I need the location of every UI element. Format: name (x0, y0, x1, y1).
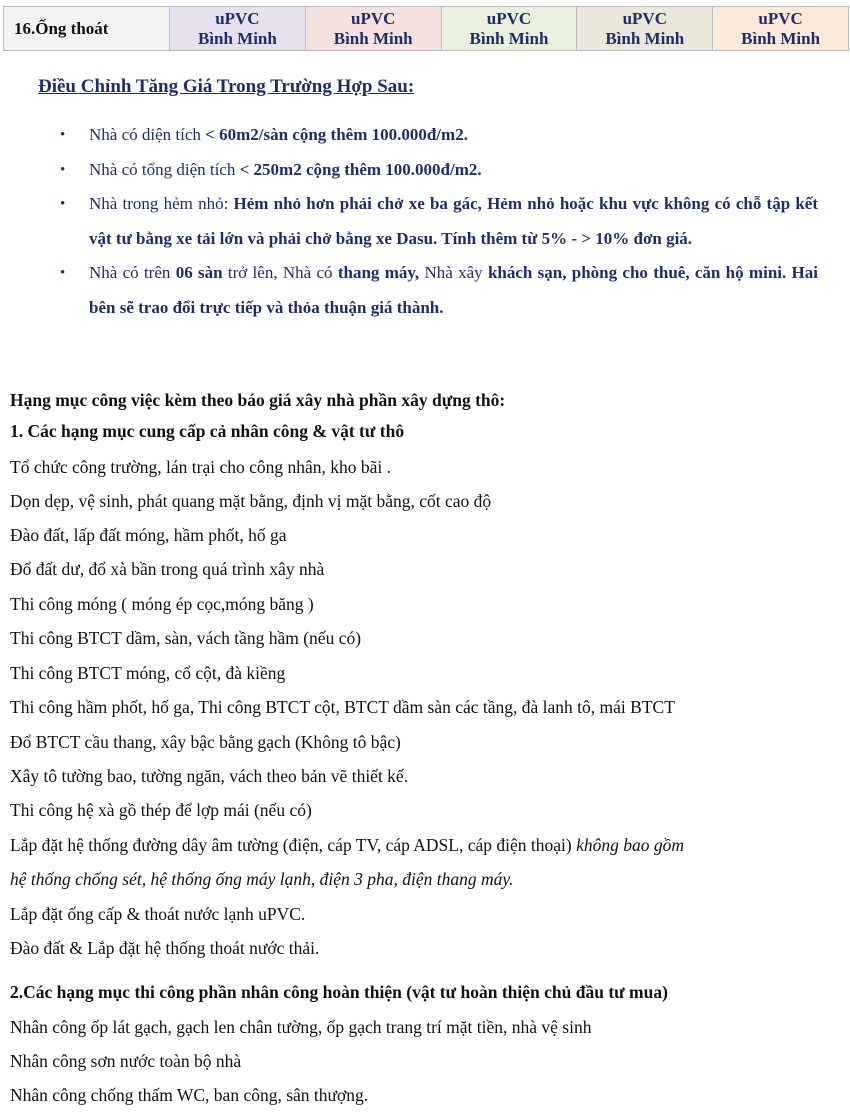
scope-item: Xây tô tường bao, tường ngăn, vách theo bản vẽ thiết kế. (10, 766, 409, 786)
item-text: trở lên, Nhà có (222, 263, 338, 282)
material-table (3, 6, 849, 51)
scope-item: Nhân công ốp lát gạch, gạch len chân tường, ốp gạch trang trí mặt tiền, nhà vệ sinh (10, 1017, 592, 1037)
scope-item: Thi công hệ xà gồ thép để lợp mái (nếu có) (10, 800, 312, 820)
item-bold: < 250m2 cộng thêm 100.000đ/m2. (239, 159, 482, 179)
brand-line1: uPVC (215, 8, 260, 28)
scope-item: Đào đất, lấp đất móng, hầm phốt, hố ga (10, 525, 287, 545)
scope-item: Thi công hầm phốt, hố ga, Thi công BTCT cột, BTCT dầm sàn các tầng, đà lanh tô, mái BTCT (10, 697, 675, 717)
section-1-title: 1. Các hạng mục cung cấp cả nhân công & vật tư thô (10, 421, 405, 441)
adjust-list (58, 118, 818, 325)
scope-item: Nhân công chống thấm WC, ban công, sân thượng. (10, 1085, 369, 1105)
brand-line1: uPVC (350, 8, 396, 28)
brand-line2: Bình Minh (197, 28, 277, 48)
brand-cell-5 (713, 7, 849, 51)
item-bold: < 60m2/sàn cộng thêm 100.000đ/m2. (205, 125, 468, 144)
scope-item: Dọn dẹp, vệ sinh, phát quang mặt bằng, định vị mặt bằng, cốt cao độ (10, 491, 492, 511)
brand-line1: uPVC (622, 8, 667, 28)
scope-item-electric (10, 835, 684, 856)
table-row (4, 7, 849, 51)
brand-cell-4 (577, 7, 713, 51)
scope-item: Thi công móng ( móng ép cọc,móng băng ) (10, 594, 314, 614)
scope-title: Hạng mục công việc kèm theo báo giá xây nhà phần xây dựng thô: (10, 390, 506, 410)
scope-item-electric-cont: hệ thống chống sét, hệ thống ống máy lạnh, điện 3 pha, điện thang máy. (10, 869, 514, 889)
list-item (58, 118, 818, 153)
electric-italic: không bao gồm (576, 835, 684, 855)
item-bold: 06 sàn (175, 263, 223, 282)
scope-item: Lắp đặt ống cấp & thoát nước lạnh uPVC. (10, 904, 306, 924)
scope-item: Đổ đất dư, đổ xà bần trong quá trình xây nhà (10, 559, 325, 579)
brand-line1: uPVC (486, 8, 532, 28)
item-bold: khách sạn, phòng cho thuê, căn hộ mini. Hai bên sẽ trao đổi trực tiếp và thỏa thuận giá thành. (89, 263, 818, 317)
brand-line1: uPVC (758, 8, 803, 28)
list-item (58, 187, 818, 256)
scope-item: Thi công BTCT móng, cổ cột, đà kiềng (10, 663, 286, 683)
row-label-cell: 16.Ống thoát (4, 7, 170, 51)
item-text: Nhà có trên (89, 263, 176, 282)
scope-item: Thi công BTCT dầm, sàn, vách tầng hầm (nếu có) (10, 628, 362, 648)
brand-line2: Bình Minh (741, 28, 821, 48)
brand-cell-2 (305, 7, 441, 51)
brand-cell-1 (170, 7, 306, 51)
section-2-title: 2.Các hạng mục thi công phần nhân công hoàn thiện (vật tư hoàn thiện chủ đầu tư mua) (10, 982, 668, 1002)
list-item (58, 153, 818, 188)
brand-cell-3 (441, 7, 577, 51)
electric-text: Lắp đặt hệ thống đường dây âm tường (điện, cáp TV, cáp ADSL, cáp điện thoại) (10, 835, 577, 855)
brand-line2: Bình Minh (605, 28, 685, 48)
item-text: Nhà xây (419, 263, 488, 282)
item-text: Nhà có diện tích (89, 125, 206, 144)
brand-line2: Bình Minh (469, 28, 549, 48)
adjust-heading: Điều Chỉnh Tăng Giá Trong Trường Hợp Sau: (38, 76, 415, 97)
scope-item: Đào đất & Lắp đặt hệ thống thoát nước thải. (10, 938, 320, 958)
scope-item: Nhân công sơn nước toàn bộ nhà (10, 1051, 242, 1071)
list-item (58, 256, 818, 325)
item-text: Nhà trong hẻm nhỏ: (89, 194, 234, 213)
item-bold: thang máy, (337, 263, 420, 282)
item-text: Nhà có tổng diện tích (89, 159, 240, 179)
scope-item: Tổ chức công trường, lán trại cho công nhân, kho bãi . (10, 457, 392, 477)
item-bold: Hẻm nhỏ hơn phải chở xe ba gác, Hẻm nhỏ hoặc khu vực không có chỗ tập kết vật tư bằng xe tải lớn và phải chở bằng xe Dasu. Tính thêm từ 5% - > 10% đơn giá. (89, 194, 819, 248)
scope-item: Đổ BTCT cầu thang, xây bậc bằng gạch (Không tô bậc) (10, 732, 401, 752)
brand-line2: Bình Minh (333, 28, 413, 48)
